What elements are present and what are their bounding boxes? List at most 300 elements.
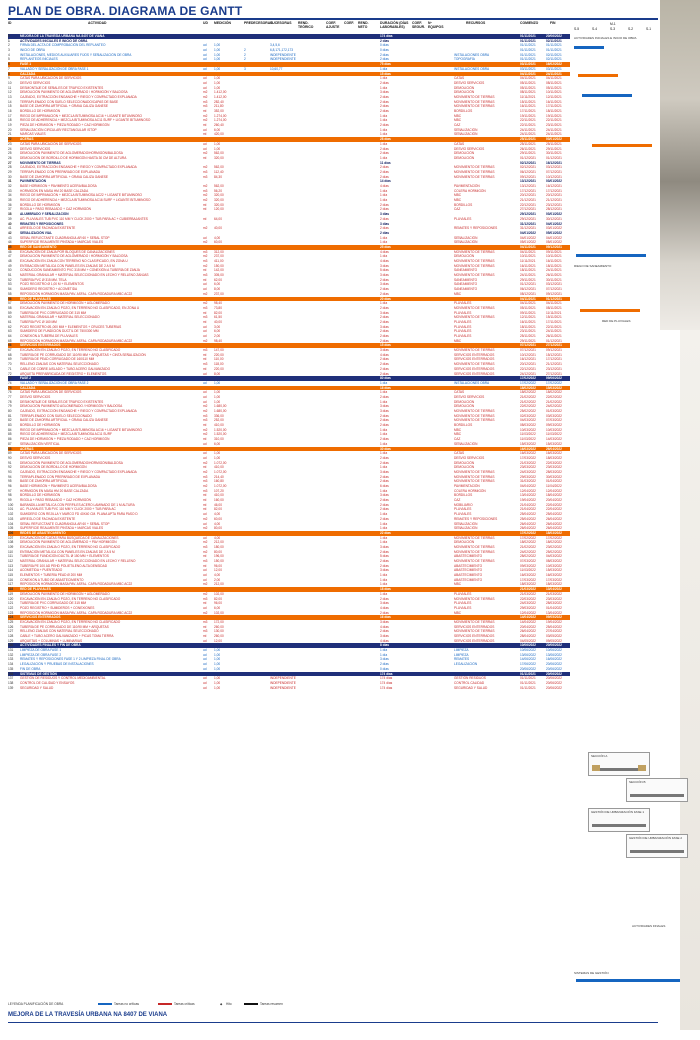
cell-rec: MBC	[454, 113, 462, 118]
cell-med: 46,00	[214, 502, 222, 507]
cell-act: REPLANTEOS INICIALES	[20, 57, 58, 62]
cell-fin: 10/06/2022	[546, 648, 562, 653]
cell-n: 11	[8, 85, 12, 90]
cell-med: 142,00	[214, 268, 224, 273]
cell-rec: DEMOLICIÓN	[454, 460, 475, 465]
cell-fin: 15/12/2021	[546, 352, 562, 357]
cell-fin: 22/04/2022	[546, 502, 562, 507]
cell-dur: 2 días	[380, 202, 389, 207]
col-header-rend-neto: REND. NETO	[358, 21, 369, 29]
cell-med: 61,50	[214, 315, 222, 320]
cell-rec: DEMOLICIÓN	[454, 399, 475, 404]
cell-ud: ud	[203, 648, 207, 653]
cell-med: 12,00	[214, 638, 222, 643]
cell-dur: 2 días	[380, 371, 389, 376]
cell-dur: 2 días	[380, 109, 389, 113]
cell-n: 40	[8, 221, 12, 226]
cell-fin: 09/05/2022	[546, 638, 562, 643]
cell-ini: 21/02/2022	[520, 399, 536, 404]
cell-act: BASE HORMIGÓN + PAVIMENTO ACERA/BALDOSA	[20, 484, 97, 488]
cell-ini: 12/11/2021	[520, 315, 536, 320]
cell-n: 38	[8, 212, 12, 217]
cell-rec: SERVICIOS ENTERRADOS	[454, 357, 495, 362]
legend-summary: Tareas resumen	[260, 1002, 283, 1006]
cell-dur: 3 días	[380, 310, 389, 315]
cell-fin: 07/12/2021	[546, 169, 562, 174]
cell-ud: ud	[203, 146, 207, 151]
cell-fin: 13/06/2022	[546, 652, 562, 657]
cell-ini: 18/02/2022	[520, 385, 536, 390]
cell-dur: 1 día	[380, 235, 388, 240]
cell-act: TERRAPLENADO CON SUELO SELECCIONADO	[20, 413, 92, 418]
cell-n: 100	[8, 502, 14, 507]
cell-dur: 75 días	[380, 62, 391, 67]
cell-rec: CATAS	[454, 451, 465, 456]
cell-med: 320,00	[214, 198, 224, 203]
cell-act: ACTIVIDADES INICIALES E INICIO DE OBRA	[20, 38, 88, 43]
cell-fin: 03/12/2021	[546, 165, 562, 170]
cell-n: 109	[8, 544, 14, 549]
cell-rec: MOVIMIENTO DE TIERRAS	[454, 348, 495, 353]
gantt-bar	[580, 309, 640, 312]
cell-med: 1,00	[214, 80, 221, 85]
cell-ud: ud	[203, 521, 207, 526]
cell-dur: 0 días	[380, 43, 389, 48]
cell-ud: ml	[203, 601, 207, 606]
cell-ini: 11/11/2021	[520, 259, 536, 263]
cell-ini: 10/06/2022	[520, 643, 536, 648]
cell-ini: 10/03/2022	[520, 427, 536, 432]
cell-ini: 29/12/2021	[520, 212, 536, 217]
cell-med: 60,00	[214, 240, 222, 245]
cell-ud: m3	[203, 559, 208, 563]
cell-fin: 28/03/2022	[546, 601, 562, 606]
cell-n: 85	[8, 432, 12, 437]
cell-fin: 03/11/2021	[546, 66, 562, 71]
cell-act: DESMONTAJE DE SEÑALES DE TRÁFICO EXISTENTES	[20, 399, 104, 404]
cell-fin: 23/03/2022	[546, 465, 562, 470]
cell-ini: 07/12/2021	[520, 348, 536, 353]
cell-med: 62,00	[214, 277, 222, 282]
cell-dur: 3 días	[380, 404, 389, 409]
cell-rec: SEÑALIZACIÓN	[454, 441, 478, 446]
cell-ini: 02/12/2021	[520, 165, 536, 170]
cell-rec: CAZ	[454, 437, 461, 442]
cell-n: 135	[8, 666, 14, 671]
cell-med: 4,00	[214, 521, 221, 526]
cell-ini: 06/12/2021	[520, 287, 536, 292]
cell-dur: 1 día	[380, 512, 388, 517]
table-header	[8, 22, 568, 32]
cell-dur: 2 días	[380, 291, 389, 296]
cell-rec: SERVICIOS ENTERRADOS	[454, 624, 495, 629]
cell-med: 4,00	[214, 235, 221, 240]
cell-rec: SERVICIOS ENTERRADOS	[454, 352, 495, 357]
cell-n: 91	[8, 460, 12, 465]
cell-fin: 20/06/2022	[546, 671, 562, 676]
cell-act: EXCAVACIÓN EN ZANJA O POZO, EN TERRENO NO CLASIFICADO	[20, 348, 121, 353]
cell-med: 60,00	[214, 516, 222, 521]
cell-n: 53	[8, 282, 12, 287]
road-profile	[630, 850, 684, 853]
cell-ud: ud	[203, 605, 207, 610]
cell-ini: 16/03/2022	[520, 451, 536, 456]
col-header-measure: MEDICIÓN	[214, 21, 231, 25]
cell-rec: DEMOLICIÓN	[454, 155, 475, 160]
cell-rec: PLUVIALES	[454, 329, 472, 334]
cell-ud: m3	[203, 188, 208, 193]
section-drawing-d-label: GESTIÓN DE URBANIZACIÓN FASE 2	[629, 836, 683, 840]
cell-fin: 23/12/2021	[546, 366, 562, 371]
cell-dur: 1 día	[380, 399, 388, 404]
cell-dur: 1 día	[380, 198, 388, 203]
cell-dur: 25 días	[380, 244, 391, 249]
cell-dur: 3 días	[380, 324, 389, 329]
cell-rec: DEMOLICIÓN	[454, 254, 475, 259]
cell-act: ACERAS	[20, 137, 34, 142]
cell-rec: MBC	[454, 427, 462, 432]
cell-med: 214,40	[214, 474, 224, 479]
cell-act: INICIO DE OBRA	[20, 48, 45, 53]
cell-fin: 22/11/2021	[546, 118, 562, 123]
cell-n: 61	[8, 319, 12, 324]
cell-fin: 07/12/2021	[546, 287, 562, 292]
cell-act: VALLADO Y SEÑALIZACIÓN DE OBRA FASE 2	[20, 380, 89, 385]
cell-dur: 3 días	[380, 493, 389, 498]
cell-ini: 04/04/2022	[520, 484, 536, 488]
cell-act: BORDILLO DE HORMIGÓN	[20, 493, 61, 498]
cell-ini: 01/11/2021	[520, 671, 536, 676]
cell-ud: ud	[203, 380, 207, 385]
cell-rec: SEÑALIZACIÓN	[454, 240, 478, 245]
cell-ud: ud	[203, 451, 207, 456]
cell-dur: 2 días	[380, 334, 389, 338]
cell-rec: MOVIMIENTO DE TIERRAS	[454, 94, 495, 99]
cell-med: 96,00	[214, 601, 222, 606]
cell-fin: 20/04/2022	[546, 498, 562, 503]
cell-ini: 01/11/2021	[520, 34, 536, 38]
cell-n: 127	[8, 629, 14, 634]
cell-ini: 08/03/2022	[520, 423, 536, 428]
col-header-fin: FIN	[550, 21, 556, 25]
cell-dur: 2 días	[380, 357, 389, 362]
cell-ud: m2	[203, 582, 208, 587]
cell-med: 260,00	[214, 634, 224, 638]
cell-ud: ml	[203, 507, 207, 512]
cell-dur: 4 días	[380, 605, 389, 610]
cell-med: 73,80	[214, 305, 222, 310]
cell-dur: 2 días	[380, 563, 389, 568]
cell-act: MOVIMIENTO DE TIERRAS	[20, 160, 61, 165]
cell-med: 64,00	[214, 216, 222, 221]
cell-dur: 0 días	[380, 48, 389, 53]
cell-n: 139	[8, 685, 14, 690]
cell-act: DESVÍO SERVICIOS	[20, 455, 51, 460]
cell-act: EXCAVACIÓN DE CATAS PARA BÚSQUEDA DE CANALIZACIONES	[20, 535, 119, 540]
cell-ini: 12/04/2022	[520, 610, 536, 615]
cell-med: 252,00	[214, 418, 224, 423]
cell-fin: 03/01/2022	[546, 137, 562, 142]
cell-n: 29	[8, 169, 12, 174]
cell-ud: ud	[203, 680, 207, 685]
legend-title: LEYENDA PLANIFICACIÓN DE OBRA	[8, 1002, 64, 1006]
cell-fin: 20/06/2022	[546, 680, 562, 685]
cell-ud: ud	[203, 399, 207, 404]
cell-fin: 21/12/2021	[546, 198, 562, 203]
cell-rec: PLUVIALES	[454, 334, 472, 338]
cell-n: 133	[8, 657, 14, 662]
cell-fin: 08/11/2021	[546, 80, 562, 85]
cell-med: 112,40	[214, 169, 224, 174]
cell-med: 260,40	[214, 123, 224, 128]
cell-dur: 1 día	[380, 118, 388, 123]
cell-ini: 28/02/2022	[520, 554, 536, 559]
cell-ud: ml	[203, 634, 207, 638]
cell-med: 211,80	[214, 104, 224, 109]
cell-ud: ud	[203, 371, 207, 376]
cell-med: 1,00	[214, 685, 221, 690]
cell-dur: 2 días	[380, 423, 389, 428]
cell-med: 1.072,00	[214, 460, 227, 465]
cell-fin: 20/12/2021	[546, 193, 562, 198]
cell-ini: 25/02/2022	[520, 409, 536, 413]
cell-n: 6	[8, 62, 10, 67]
cell-med: 107,20	[214, 488, 224, 493]
cell-act: POZO REGISTRO Ø1,000 MM + ELEMENTOS + CRUCES TUBERÍAS	[20, 324, 122, 329]
cell-ini: 13/12/2021	[520, 184, 536, 188]
cell-ud: ud	[203, 394, 207, 399]
page-title: PLAN DE OBRA. DIAGRAMA DE GANTT	[8, 4, 243, 18]
cell-ini: 02/03/2022	[520, 413, 536, 418]
cell-n: 12	[8, 90, 12, 95]
cell-act: AC. PLUVIALES TUB PVC 110 MM Y CLICK 2000 + TUB PARA AC	[20, 507, 116, 512]
cell-fin: 24/11/2021	[546, 71, 562, 76]
cell-act: TUBERÍA DE PE CORRUGADO DE 110/90 MM + ARQUETAS + CINTA SEÑALIZACIÓN	[20, 352, 146, 357]
cell-n: 95	[8, 479, 12, 484]
cell-ud: ml	[203, 624, 207, 629]
cell-rec: MOVIMIENTO DE TIERRAS	[454, 418, 495, 423]
cell-n: 90	[8, 455, 12, 460]
cell-fin: 26/11/2021	[546, 334, 562, 338]
cell-ud: ml	[203, 123, 207, 128]
cell-fin: 20/06/2022	[546, 676, 562, 681]
cell-med: 1.412,00	[214, 94, 227, 99]
cell-ini: 25/04/2022	[520, 512, 536, 517]
cell-ini: 25/11/2021	[520, 141, 536, 146]
cell-ud: ml	[203, 277, 207, 282]
cell-act: ACOMETIDA + PUENTEADO	[20, 568, 63, 573]
cell-act: CONEXIÓN A TUBO DE ABASTECIMIENTO	[20, 577, 84, 582]
cell-fin: 21/03/2022	[546, 591, 562, 596]
cell-act: REDES DE ABASTECIMIENTO	[20, 530, 66, 535]
cell-fin: 20/06/2022	[546, 34, 562, 38]
cell-act: BASE HORMIGÓN + PAVIMENTO ACERA/BALDOSA	[20, 184, 97, 188]
cell-fin: 09/11/2021	[546, 249, 562, 254]
section-drawing-a	[588, 752, 650, 776]
cell-ini: 11/03/2022	[520, 432, 536, 437]
cell-act: MATERIAL GRANULAR + MATERIAL SELECCIONADO EN LECHO Y RELLENO ZANJAS	[20, 273, 149, 278]
cell-fin: 20/06/2022	[546, 666, 562, 671]
cell-dur: 3 días	[380, 634, 389, 638]
legend-milestone-icon: ◆	[220, 1002, 223, 1006]
cell-dur: 30 días	[380, 446, 391, 451]
legend-swatch-critical	[158, 1003, 172, 1005]
cell-fin: 13/04/2022	[546, 610, 562, 615]
cell-med: 6,00	[214, 127, 221, 132]
col-header-coef2: COEF.	[344, 21, 354, 25]
cell-med: 237,00	[214, 291, 224, 296]
cell-n: 114	[8, 568, 14, 573]
cell-act: LIMPIEZA DE OBRA FASE 2	[20, 652, 62, 657]
cell-ud: m2	[203, 610, 208, 615]
cell-rec: MOVIMIENTO DE TIERRAS	[454, 559, 495, 563]
cell-fin: 21/02/2022	[546, 399, 562, 404]
cell-med: 1.274,00	[214, 118, 227, 123]
cell-med: 1.520,00	[214, 427, 227, 432]
cell-n: 75	[8, 385, 12, 390]
legend-milestone: Hito	[226, 1002, 232, 1006]
cell-n: 107	[8, 535, 14, 540]
cell-fin: 28/03/2022	[546, 469, 562, 474]
cell-rec: DESVÍO SERVICIOS	[454, 394, 485, 399]
cell-ud: ml	[203, 366, 207, 371]
cell-act: DESVÍO SERVICIOS	[20, 80, 51, 85]
cell-n: 28	[8, 165, 12, 170]
cell-dur: 3 días	[380, 409, 389, 413]
cell-n: 32	[8, 184, 12, 188]
cell-dur: 2 días	[380, 52, 389, 57]
cell-rec: PLUVIALES	[454, 512, 472, 517]
cell-n: 41	[8, 226, 12, 231]
cell-ini: 01/11/2021	[520, 38, 536, 43]
cell-med: 312,00	[214, 249, 224, 254]
cell-act: GESTIÓN DE RESIDUOS Y CONTROL MEDIOAMBIENTAL	[20, 676, 106, 681]
cell-ini: 11/03/2022	[520, 568, 536, 573]
cell-ud: m3	[203, 488, 208, 493]
cell-med: 160,00	[214, 498, 224, 503]
cell-ud: m2	[203, 432, 208, 437]
cell-fin: 14/03/2022	[546, 437, 562, 442]
cell-n: 30	[8, 174, 12, 179]
cell-act: RIEGO DE ADHERENCIA + MEZCLA BITUMINOSA AC11 SURF + LIGANTE BITUMINOSO	[20, 118, 151, 123]
cell-dur: 2 días	[380, 277, 389, 282]
cell-fin: 24/11/2021	[546, 127, 562, 132]
cell-med: 102,00	[214, 591, 224, 596]
cell-dur: 1 día	[380, 591, 388, 596]
cell-n: 66	[8, 343, 12, 348]
cell-ini: 03/11/2021	[520, 62, 536, 67]
cell-med: 305,00	[214, 273, 224, 278]
cell-fin: 11/04/2022	[546, 484, 562, 488]
site-photo-continuation	[680, 330, 700, 1030]
cell-ini: 01/11/2021	[520, 48, 536, 53]
cell-dur: 2 días	[380, 165, 389, 170]
cell-n: 123	[8, 610, 14, 615]
cell-ini: 04/11/2021	[520, 296, 536, 301]
cell-med: 320,00	[214, 155, 224, 160]
cell-ini: 04/11/2021	[520, 301, 536, 306]
cell-fin: 01/11/2021	[546, 48, 562, 53]
cell-fin: 26/04/2022	[546, 446, 562, 451]
cell-ud: m3	[203, 315, 208, 320]
cell-med: 1.680,00	[214, 409, 227, 413]
cell-dur: 2 días	[380, 151, 389, 156]
cell-n: 24	[8, 146, 12, 151]
cell-fin: 18/11/2021	[546, 263, 562, 268]
footer-project-name: MEJORA DE LA TRAVESÍA URBANA NA 8407 DE VIANA	[8, 1012, 168, 1018]
cell-ini: 16/11/2021	[520, 263, 536, 268]
cell-ini: 16/03/2022	[520, 573, 536, 578]
cell-ini: 16/03/2022	[520, 446, 536, 451]
cell-ini: 09/11/2021	[520, 310, 536, 315]
gantt-week-2: S-4	[592, 27, 598, 31]
cell-act: ACTIVIDADES FINALES Y FIN DE OBRA	[20, 643, 81, 648]
cell-dur: 0 días	[380, 666, 389, 671]
gantt-label-initial: ACTIVIDADES INICIALES E INICIO DE OBRA	[574, 36, 637, 40]
cell-ini: 23/03/2022	[520, 465, 536, 470]
cell-n: 106	[8, 530, 14, 535]
cell-fin: 18/02/2022	[546, 390, 562, 395]
cell-ud: m3	[203, 273, 208, 278]
cell-rec: ABASTECIMIENTO	[454, 577, 483, 582]
col-header-recursos: RECURSOS	[466, 21, 486, 25]
cell-dur: 2 días	[380, 437, 389, 442]
cell-ini: 04/05/2022	[520, 638, 536, 643]
cell-n: 97	[8, 488, 12, 493]
cell-med: 1,00	[214, 394, 221, 399]
cell-med: 212,00	[214, 540, 224, 545]
section-drawing-a-label: SECCIÓN A	[591, 754, 608, 758]
cell-ud: ud	[203, 657, 207, 662]
cell-med: 352,00	[214, 109, 224, 113]
cell-fin: 18/03/2022	[546, 455, 562, 460]
section-drawing-b	[626, 778, 688, 802]
cell-n: 120	[8, 596, 14, 601]
cell-ini: 29/12/2021	[520, 216, 536, 221]
cell-ud: m2	[203, 254, 208, 259]
cell-ini: 22/11/2021	[520, 123, 536, 128]
cell-ini: 25/04/2022	[520, 516, 536, 521]
cell-n: 65	[8, 338, 12, 343]
cell-n: 1	[8, 38, 10, 43]
cell-act: BORDILLO DE HORMIGÓN	[20, 109, 61, 113]
cell-ini: 20/12/2021	[520, 193, 536, 198]
cell-ud: m3	[203, 474, 208, 479]
cell-act: POZO REGISTRO Ø 1,00 M + ELEMENTOS	[20, 282, 84, 287]
cell-ini: 24/02/2022	[520, 549, 536, 554]
cell-n: 17	[8, 113, 12, 118]
cell-ud: m3	[203, 362, 208, 367]
cell-med: 336,00	[214, 413, 224, 418]
cell-n: 43	[8, 235, 12, 240]
cell-fin: 22/03/2022	[546, 460, 562, 465]
cell-n: 57	[8, 301, 12, 306]
cell-med: 1,00	[214, 52, 221, 57]
cell-dur: 1 día	[380, 573, 388, 578]
gantt-week-1: S-5	[574, 27, 580, 31]
cell-rec: MBC	[454, 338, 462, 343]
cell-med: 1,00	[214, 676, 221, 681]
cell-rec: PLUVIALES	[454, 301, 472, 306]
cell-rec: REMATES Y REPOSICIONES	[454, 226, 498, 231]
cell-fin: 03/01/2022	[546, 179, 562, 184]
cell-n: 130	[8, 643, 14, 648]
cell-act: SERVICIOS ENTERRADOS	[20, 615, 61, 620]
cell-fin: 09/12/2021	[546, 244, 562, 249]
cell-ud: m2	[203, 526, 208, 531]
cell-rec: INSTALACIONES OBRA	[454, 66, 490, 71]
cell-dur: 1 día	[380, 380, 388, 385]
